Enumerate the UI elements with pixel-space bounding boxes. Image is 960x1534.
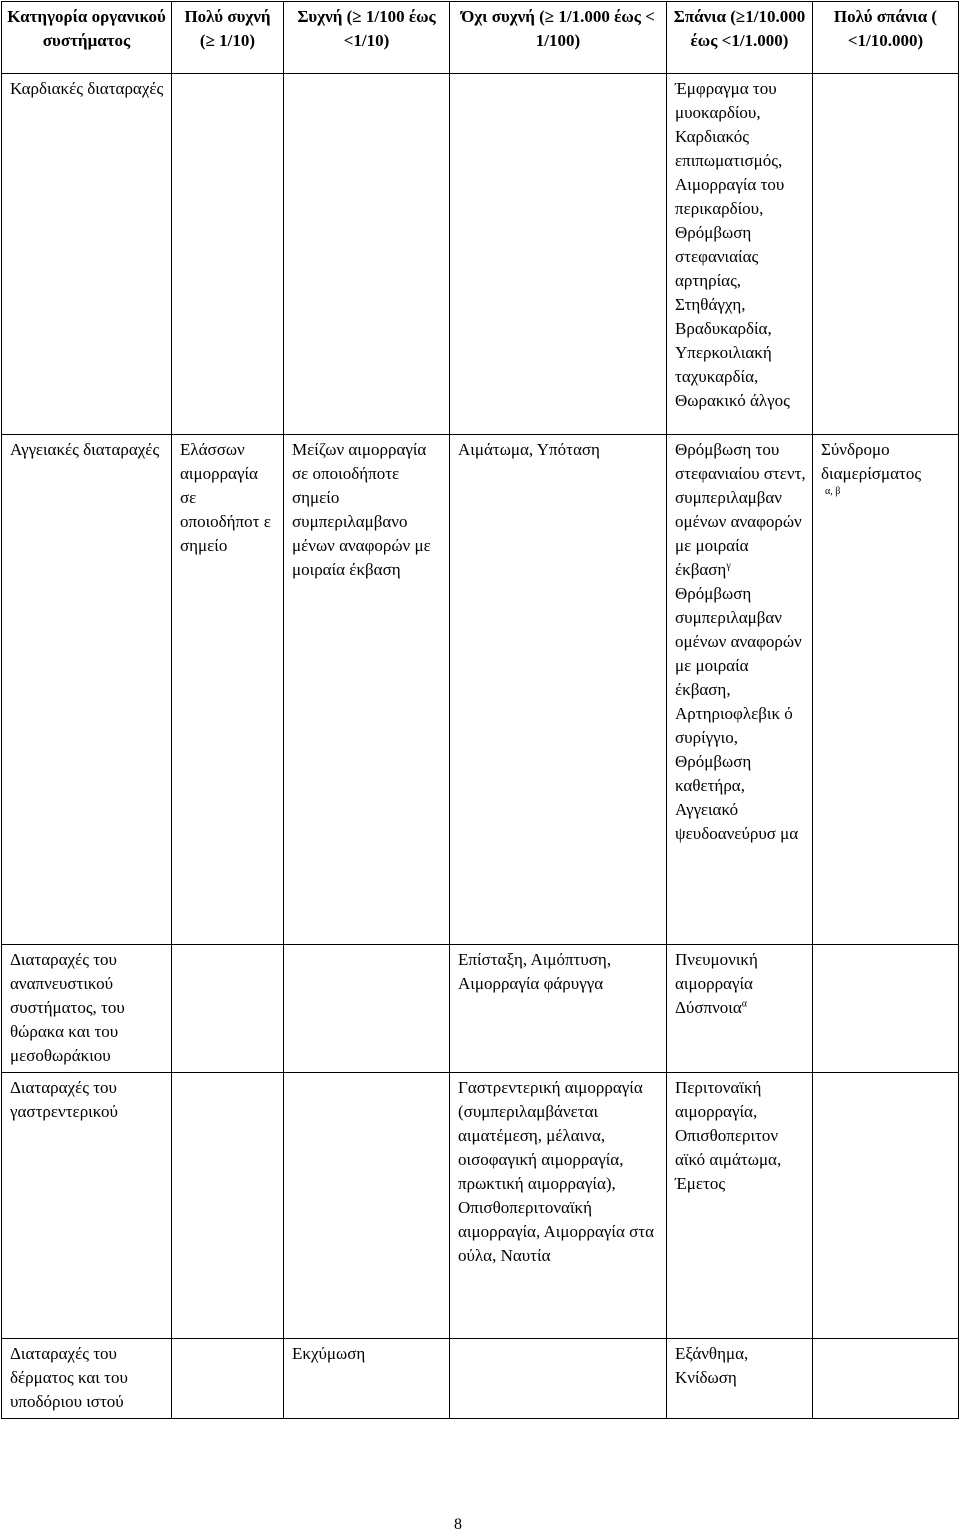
very-common-cell (172, 945, 284, 1073)
rare-text-part2: Θρόμβωση συμπεριλαμβαν ομένων αναφορών με μοιραία έκβαση, Αρτηριοφλεβικ ό συρίγγιο, Θρόμβωση καθετήρα, Αγγειακό ψευδοανεύρυσ μα (675, 584, 802, 843)
category-cell: Αγγειακές διαταραχές (2, 435, 172, 945)
category-cell: Διαταραχές του αναπνευστικού συστήματος, του θώρακα και του μεσοθωράκιου (2, 945, 172, 1073)
very-common-cell (172, 1339, 284, 1419)
header-rare: Σπάνια (≥1/10.000 έως <1/1.000) (667, 2, 813, 74)
table-row (2, 945, 959, 1073)
uncommon-cell: Επίσταξη, Αιμόπτυση, Αιμορραγία φάρυγγα (450, 945, 667, 1073)
very-common-cell (172, 74, 284, 435)
common-cell (284, 1073, 450, 1339)
rare-text: Πνευμονική αιμορραγία Δύσπνοια (675, 950, 758, 1017)
very-rare-cell (813, 435, 959, 945)
uncommon-cell (450, 74, 667, 435)
common-cell: Εκχύμωση (284, 1339, 450, 1419)
table-row (2, 1073, 959, 1339)
uncommon-cell: Γαστρεντερική αιμορραγία (συμπεριλαμβάνεται αιματέμεση, μέλαινα, οισοφαγική αιμορραγία, πρωκτική αιμορραγία), Οπισθοπεριτοναϊκή αιμορραγία, Αιμορραγία στα ούλα, Ναυτία (450, 1073, 667, 1339)
table-row (2, 74, 959, 435)
footnote-marker: γ (726, 560, 731, 572)
very-rare-cell (813, 945, 959, 1073)
uncommon-cell (450, 1339, 667, 1419)
common-cell (284, 945, 450, 1073)
table-header-row (2, 2, 959, 74)
table-row (2, 1339, 959, 1419)
very-common-cell: Ελάσσων αιμορραγία σε οποιοδήποτ ε σημείο (172, 435, 284, 945)
header-uncommon: Όχι συχνή (≥ 1/1.000 έως < 1/100) (450, 2, 667, 74)
uncommon-cell: Αιμάτωμα, Υπόταση (450, 435, 667, 945)
adverse-reactions-table (1, 1, 959, 1419)
very-common-cell (172, 1073, 284, 1339)
rare-cell: Έμφραγμα του μυοκαρδίου, Καρδιακός επιπωματισμός, Αιμορραγία του περικαρδίου, Θρόμβωση στεφανιαίας αρτηρίας, Στηθάγχη, Βραδυκαρδία, Υπερκοιλιακή ταχυκαρδία, Θωρακικό άλγος (667, 74, 813, 435)
very-rare-cell (813, 1073, 959, 1339)
category-cell: Διαταραχές του γαστρεντερικού (2, 1073, 172, 1339)
common-cell (284, 74, 450, 435)
very-rare-cell (813, 1339, 959, 1419)
rare-cell: Εξάνθημα, Κνίδωση (667, 1339, 813, 1419)
rare-text-part1: Θρόμβωση του στεφανιαίου στεντ, συμπεριλαμβαν ομένων αναφορών με μοιραία έκβαση (675, 440, 806, 579)
rare-cell (667, 435, 813, 945)
very-rare-text: Σύνδρομο διαμερίσματος (821, 440, 922, 483)
header-very-rare: Πολύ σπάνια ( <1/10.000) (813, 2, 959, 74)
header-category: Κατηγορία οργανικού συστήματος (2, 2, 172, 74)
category-cell: Καρδιακές διαταραχές (2, 74, 172, 435)
rare-cell: Περιτοναϊκή αιμορραγία, Οπισθοπεριτον αϊκό αιμάτωμα, Έμετος (667, 1073, 813, 1339)
header-very-common: Πολύ συχνή (≥ 1/10) (172, 2, 284, 74)
rare-cell (667, 945, 813, 1073)
page-number: 8 (454, 1516, 462, 1533)
common-cell: Μείζων αιμορραγία σε οποιοδήποτε σημείο συμπεριλαμβανο μένων αναφορών με μοιραία έκβαση (284, 435, 450, 945)
very-rare-cell (813, 74, 959, 435)
table-row (2, 435, 959, 945)
footnote-marker: α (741, 998, 748, 1010)
category-cell: Διαταραχές του δέρματος και του υποδόριου ιστού (2, 1339, 172, 1419)
header-common: Συχνή (≥ 1/100 έως <1/10) (284, 2, 450, 74)
footnote-marker: α, β (825, 486, 841, 497)
